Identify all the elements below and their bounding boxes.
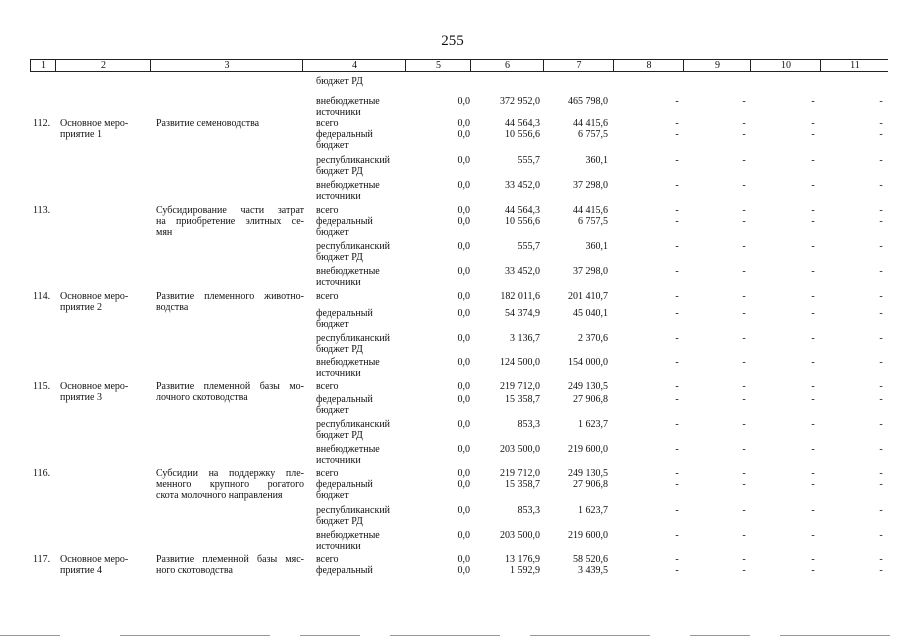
value-col-6: 3 136,7 — [510, 333, 540, 344]
value-col-6: 555,7 — [517, 241, 540, 252]
source-label: республиканский — [316, 333, 391, 344]
value-col-5: 0,0 — [457, 241, 470, 252]
dash-col-10: - — [811, 394, 815, 405]
dash-col-10: - — [811, 530, 815, 541]
dash-col-11: - — [879, 241, 883, 252]
value-col-6: 203 500,0 — [500, 530, 540, 541]
row-number: 117. — [33, 554, 51, 565]
value-col-7: 6 757,5 — [578, 129, 608, 140]
source-label: внебюджетные — [316, 357, 380, 368]
dash-col-8: - — [675, 180, 679, 191]
value-col-5: 0,0 — [457, 205, 470, 216]
source-label: бюджет — [316, 405, 349, 416]
value-col-7: 3 439,5 — [578, 565, 608, 576]
value-col-6: 44 564,3 — [505, 205, 540, 216]
value-col-5: 0,0 — [457, 505, 470, 516]
row-number: 114. — [33, 291, 51, 302]
header-col-7: 7 — [543, 60, 614, 71]
value-col-7: 465 798,0 — [568, 96, 608, 107]
dash-col-10: - — [811, 308, 815, 319]
dash-col-10: - — [811, 444, 815, 455]
dash-col-11: - — [879, 357, 883, 368]
source-label: федеральный — [316, 308, 373, 319]
value-col-6: 219 712,0 — [500, 468, 540, 479]
value-col-7: 27 906,8 — [573, 394, 608, 405]
dash-col-9: - — [742, 419, 746, 430]
value-col-7: 249 130,5 — [568, 381, 608, 392]
value-col-5: 0,0 — [457, 291, 470, 302]
dash-col-10: - — [811, 291, 815, 302]
dash-col-9: - — [742, 155, 746, 166]
source-label: бюджет РД — [316, 252, 363, 263]
row-name: Основное меро- — [60, 118, 129, 129]
row-description: Развитие племенной базы мо- — [156, 381, 304, 392]
value-col-5: 0,0 — [457, 554, 470, 565]
header-col-11: 11 — [820, 60, 889, 71]
source-label: внебюджетные — [316, 444, 380, 455]
dash-col-11: - — [879, 118, 883, 129]
row-name: приятие 2 — [60, 302, 102, 313]
dash-col-10: - — [811, 554, 815, 565]
source-label: бюджет — [316, 490, 349, 501]
dash-col-9: - — [742, 308, 746, 319]
value-col-7: 249 130,5 — [568, 468, 608, 479]
dash-col-8: - — [675, 216, 679, 227]
dash-col-11: - — [879, 180, 883, 191]
source-label: источники — [316, 191, 361, 202]
dash-col-8: - — [675, 554, 679, 565]
dash-col-10: - — [811, 129, 815, 140]
dash-col-8: - — [675, 308, 679, 319]
header-col-1: 1 — [30, 60, 56, 71]
value-col-6: 853,3 — [517, 505, 540, 516]
source-label: источники — [316, 107, 361, 118]
value-col-7: 154 000,0 — [568, 357, 608, 368]
row-name: Основное меро- — [60, 554, 129, 565]
source-label: источники — [316, 541, 361, 552]
value-col-5: 0,0 — [457, 468, 470, 479]
row-number: 116. — [33, 468, 51, 479]
dash-col-11: - — [879, 468, 883, 479]
dash-col-11: - — [879, 129, 883, 140]
dash-col-9: - — [742, 118, 746, 129]
dash-col-9: - — [742, 565, 746, 576]
value-col-7: 360,1 — [585, 155, 608, 166]
value-col-5: 0,0 — [457, 118, 470, 129]
dash-col-11: - — [879, 381, 883, 392]
dash-col-8: - — [675, 468, 679, 479]
dash-col-9: - — [742, 357, 746, 368]
header-col-6: 6 — [470, 60, 544, 71]
row-name: приятие 1 — [60, 129, 102, 140]
source-label: источники — [316, 277, 361, 288]
source-label: всего — [316, 554, 339, 565]
dash-col-11: - — [879, 155, 883, 166]
dash-col-10: - — [811, 96, 815, 107]
dash-col-10: - — [811, 118, 815, 129]
value-col-6: 10 556,6 — [505, 216, 540, 227]
value-col-7: 201 410,7 — [568, 291, 608, 302]
dash-col-8: - — [675, 444, 679, 455]
row-description: Развитие племенного животно- — [156, 291, 304, 302]
source-label: федеральный — [316, 479, 373, 490]
dash-col-8: - — [675, 479, 679, 490]
row-name: приятие 3 — [60, 392, 102, 403]
row-name: Основное меро- — [60, 381, 129, 392]
row-description: Развитие племенной базы мяс- — [156, 554, 304, 565]
dash-col-10: - — [811, 505, 815, 516]
dash-col-11: - — [879, 479, 883, 490]
source-label: всего — [316, 468, 339, 479]
dash-col-8: - — [675, 381, 679, 392]
value-col-7: 1 623,7 — [578, 419, 608, 430]
scan-rule — [120, 635, 270, 636]
source-label: федеральный — [316, 394, 373, 405]
source-label: республиканский — [316, 505, 391, 516]
value-col-7: 44 415,6 — [573, 205, 608, 216]
source-label: республиканский — [316, 241, 391, 252]
dash-col-9: - — [742, 96, 746, 107]
dash-col-8: - — [675, 530, 679, 541]
dash-col-8: - — [675, 357, 679, 368]
dash-col-11: - — [879, 394, 883, 405]
value-col-5: 0,0 — [457, 419, 470, 430]
value-col-7: 37 298,0 — [573, 266, 608, 277]
dash-col-11: - — [879, 216, 883, 227]
source-label: республиканский — [316, 419, 391, 430]
dash-col-10: - — [811, 333, 815, 344]
value-col-7: 44 415,6 — [573, 118, 608, 129]
dash-col-8: - — [675, 266, 679, 277]
source-label: бюджет — [316, 227, 349, 238]
source-label: внебюджетные — [316, 266, 380, 277]
dash-col-8: - — [675, 565, 679, 576]
row-description: Субсидии на поддержку пле- — [156, 468, 304, 479]
row-number: 112. — [33, 118, 51, 129]
dash-col-9: - — [742, 394, 746, 405]
dash-col-10: - — [811, 419, 815, 430]
dash-col-9: - — [742, 479, 746, 490]
value-col-5: 0,0 — [457, 444, 470, 455]
dash-col-11: - — [879, 266, 883, 277]
source-label: бюджет — [316, 140, 349, 151]
source-label: бюджет РД — [316, 166, 363, 177]
dash-col-8: - — [675, 291, 679, 302]
dash-col-10: - — [811, 155, 815, 166]
row-name: приятие 4 — [60, 565, 102, 576]
value-col-6: 44 564,3 — [505, 118, 540, 129]
dash-col-10: - — [811, 357, 815, 368]
dash-col-9: - — [742, 291, 746, 302]
source-label: источники — [316, 368, 361, 379]
value-col-6: 124 500,0 — [500, 357, 540, 368]
value-col-5: 0,0 — [457, 216, 470, 227]
dash-col-9: - — [742, 505, 746, 516]
dash-col-10: - — [811, 381, 815, 392]
dash-col-11: - — [879, 505, 883, 516]
dash-col-11: - — [879, 291, 883, 302]
dash-col-8: - — [675, 394, 679, 405]
value-col-5: 0,0 — [457, 479, 470, 490]
value-col-6: 54 374,9 — [505, 308, 540, 319]
header-col-4: 4 — [302, 60, 406, 71]
dash-col-10: - — [811, 479, 815, 490]
dash-col-8: - — [675, 333, 679, 344]
source-label: федеральный — [316, 565, 373, 576]
dash-col-8: - — [675, 155, 679, 166]
row-description: на приобретение элитных се- — [156, 216, 304, 227]
value-col-5: 0,0 — [457, 565, 470, 576]
dash-col-11: - — [879, 308, 883, 319]
value-col-6: 33 452,0 — [505, 180, 540, 191]
dash-col-11: - — [879, 530, 883, 541]
dash-col-9: - — [742, 468, 746, 479]
value-col-5: 0,0 — [457, 381, 470, 392]
row-description: ного скотоводства — [156, 565, 233, 576]
dash-col-9: - — [742, 444, 746, 455]
source-label: всего — [316, 205, 339, 216]
dash-col-9: - — [742, 530, 746, 541]
dash-col-9: - — [742, 266, 746, 277]
source-label: всего — [316, 381, 339, 392]
header-col-2: 2 — [55, 60, 151, 71]
value-col-5: 0,0 — [457, 266, 470, 277]
value-col-6: 853,3 — [517, 419, 540, 430]
row-description: Развитие семеноводства — [156, 118, 260, 129]
value-col-6: 33 452,0 — [505, 266, 540, 277]
scan-rule — [780, 635, 890, 636]
row-number: 115. — [33, 381, 51, 392]
dash-col-8: - — [675, 241, 679, 252]
source-label: федеральный — [316, 216, 373, 227]
source-label: бюджет РД — [316, 76, 363, 87]
scan-rule — [390, 635, 500, 636]
scan-rule — [300, 635, 360, 636]
dash-col-11: - — [879, 554, 883, 565]
dash-col-11: - — [879, 333, 883, 344]
scan-rule — [0, 635, 60, 636]
header-col-10: 10 — [750, 60, 821, 71]
row-description: Субсидирование части затрат — [156, 205, 304, 216]
dash-col-11: - — [879, 565, 883, 576]
dash-col-11: - — [879, 419, 883, 430]
dash-col-9: - — [742, 180, 746, 191]
source-label: республиканский — [316, 155, 391, 166]
dash-col-9: - — [742, 333, 746, 344]
row-description: водства — [156, 302, 189, 313]
value-col-7: 360,1 — [585, 241, 608, 252]
value-col-7: 37 298,0 — [573, 180, 608, 191]
source-label: бюджет РД — [316, 344, 363, 355]
dash-col-8: - — [675, 96, 679, 107]
value-col-5: 0,0 — [457, 180, 470, 191]
value-col-6: 10 556,6 — [505, 129, 540, 140]
value-col-5: 0,0 — [457, 308, 470, 319]
value-col-7: 45 040,1 — [573, 308, 608, 319]
value-col-5: 0,0 — [457, 333, 470, 344]
dash-col-11: - — [879, 205, 883, 216]
scan-rule — [690, 635, 750, 636]
value-col-6: 372 952,0 — [500, 96, 540, 107]
value-col-6: 555,7 — [517, 155, 540, 166]
value-col-5: 0,0 — [457, 129, 470, 140]
source-label: федеральный — [316, 129, 373, 140]
header-col-8: 8 — [613, 60, 684, 71]
dash-col-9: - — [742, 241, 746, 252]
row-description: скота молочного направления — [156, 490, 283, 501]
source-label: источники — [316, 455, 361, 466]
dash-col-10: - — [811, 205, 815, 216]
dash-col-9: - — [742, 554, 746, 565]
dash-col-10: - — [811, 565, 815, 576]
source-label: бюджет — [316, 319, 349, 330]
row-description: мян — [156, 227, 173, 238]
dash-col-8: - — [675, 129, 679, 140]
dash-col-10: - — [811, 241, 815, 252]
header-col-9: 9 — [683, 60, 751, 71]
source-label: внебюджетные — [316, 180, 380, 191]
value-col-6: 13 176,9 — [505, 554, 540, 565]
value-col-5: 0,0 — [457, 394, 470, 405]
value-col-7: 1 623,7 — [578, 505, 608, 516]
value-col-6: 15 358,7 — [505, 394, 540, 405]
dash-col-8: - — [675, 205, 679, 216]
value-col-6: 15 358,7 — [505, 479, 540, 490]
row-description: лочного скотоводства — [156, 392, 248, 403]
source-label: бюджет РД — [316, 516, 363, 527]
source-label: всего — [316, 118, 339, 129]
dash-col-10: - — [811, 468, 815, 479]
row-description: менного крупного рогатого — [156, 479, 304, 490]
row-name: Основное меро- — [60, 291, 129, 302]
dash-col-10: - — [811, 180, 815, 191]
dash-col-8: - — [675, 419, 679, 430]
header-col-3: 3 — [150, 60, 303, 71]
dash-col-9: - — [742, 381, 746, 392]
row-number: 113. — [33, 205, 51, 216]
dash-col-11: - — [879, 96, 883, 107]
source-label: внебюджетные — [316, 530, 380, 541]
dash-col-8: - — [675, 118, 679, 129]
value-col-5: 0,0 — [457, 96, 470, 107]
value-col-6: 203 500,0 — [500, 444, 540, 455]
value-col-7: 58 520,6 — [573, 554, 608, 565]
value-col-7: 2 370,6 — [578, 333, 608, 344]
source-label: бюджет РД — [316, 430, 363, 441]
value-col-6: 1 592,9 — [510, 565, 540, 576]
dash-col-9: - — [742, 129, 746, 140]
dash-col-10: - — [811, 266, 815, 277]
value-col-7: 219 600,0 — [568, 444, 608, 455]
value-col-5: 0,0 — [457, 530, 470, 541]
source-label: внебюджетные — [316, 96, 380, 107]
value-col-7: 27 906,8 — [573, 479, 608, 490]
dash-col-10: - — [811, 216, 815, 227]
source-label: всего — [316, 291, 339, 302]
value-col-6: 182 011,6 — [500, 291, 540, 302]
dash-col-11: - — [879, 444, 883, 455]
page-number: 255 — [441, 33, 464, 49]
value-col-7: 219 600,0 — [568, 530, 608, 541]
dash-col-8: - — [675, 505, 679, 516]
value-col-6: 219 712,0 — [500, 381, 540, 392]
table-header — [30, 59, 888, 72]
value-col-7: 6 757,5 — [578, 216, 608, 227]
scan-rule — [530, 635, 650, 636]
dash-col-9: - — [742, 205, 746, 216]
value-col-5: 0,0 — [457, 357, 470, 368]
dash-col-9: - — [742, 216, 746, 227]
value-col-5: 0,0 — [457, 155, 470, 166]
header-col-5: 5 — [405, 60, 471, 71]
